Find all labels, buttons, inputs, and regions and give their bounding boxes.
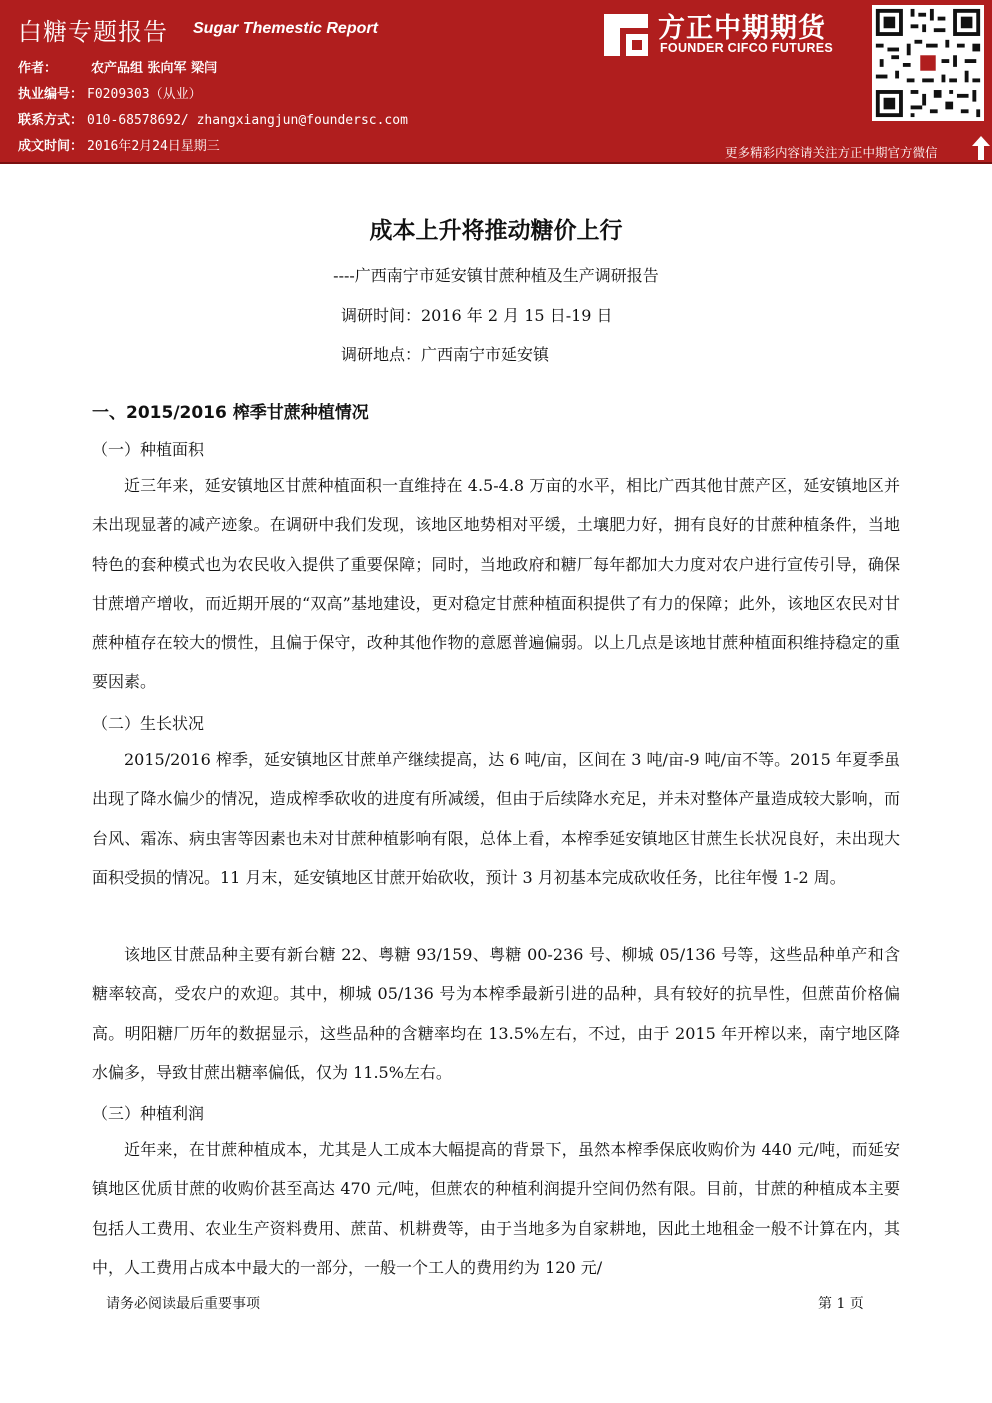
wechat-qr-code-icon[interactable] — [872, 5, 984, 121]
subheading-planting-profit: （三）种植利润 — [92, 1104, 205, 1123]
license-label: 执业编号： — [18, 87, 84, 102]
date-value: 2016年2月24日星期三 — [87, 139, 220, 154]
license-value: F0209303（从业） — [87, 87, 202, 102]
company-name-en: FOUNDER CIFCO FUTURES — [660, 41, 833, 55]
footer-disclaimer-notice: 请务必阅读最后重要事项 — [106, 1296, 260, 1312]
arrow-up-icon — [972, 136, 990, 160]
report-header — [0, 0, 992, 162]
survey-place: 调研地点：广西南宁市延安镇 — [341, 345, 550, 364]
paragraph-growth-status: 2015/2016 榨季，延安镇地区甘蔗单产继续提高，达 6 吨/亩，区间在 3 吨/亩-9 吨/亩不等。2015 年夏季虽出现了降水偏少的情况，造成榨季砍收的进度有所减缓，但由于后续降水充足，并未对整体产量造成较大影响，而台风、霜冻、病虫害等因素也未对甘蔗种植影响有限，总体上看，本榨季延安镇地区甘蔗生长状况良好，未出现大面积受损的情况。11 月末，延安镇地区甘蔗开始砍收，预计 3 月初基本完成砍收任务，比往年慢 1-2 周。 — [92, 750, 900, 887]
paragraph-planting-area: 近三年来，延安镇地区甘蔗种植面积一直维持在 4.5-4.8 万亩的水平，相比广西其他甘蔗产区，延安镇地区并未出现显著的减产迹象。在调研中我们发现，该地区地势相对平缓，土壤肥力好，拥有良好的甘蔗种植条件，当地特色的套种模式也为农民收入提供了重要保障；同时，当地政府和糖厂每年都加大力度对农户进行宣传引导，确保甘蔗增产增收，而近期开展的“双高”基地建设，更对稳定甘蔗种植面积提供了有力的保障；此外，该地区农民对甘蔗种植存在较大的惯性，且偏于保守，改种其他作物的意愿普遍偏弱。以上几点是该地甘蔗种植面积维持稳定的重要因素。 — [92, 476, 900, 692]
section-heading-planting: 一、2015/2016 榨季甘蔗种植情况 — [92, 403, 369, 423]
report-type-title: 白糖专题报告 — [18, 18, 168, 46]
document-title: 成本上升将推动糖价上行 — [369, 218, 623, 244]
follow-wechat-text: 更多精彩内容请关注方正中期官方微信 — [725, 145, 938, 160]
author-value: 农产品组 张向军 梁闫 — [91, 61, 218, 76]
author-label: 作者： — [18, 61, 58, 76]
contact-label: 联系方式： — [18, 113, 84, 128]
paragraph-planting-profit: 近年来，在甘蔗种植成本，尤其是人工成本大幅提高的背景下，虽然本榨季保底收购价为 440 元/吨，而延安镇地区优质甘蔗的收购价甚至高达 470 元/吨，但蔗农的种植利润提升空间仍然有限。目前，甘蔗的种植成本主要包括人工费用、农业生产资料费用、蔗苗、机耕费等，由于当地多为自家耕地，因此土地租金一般不计算在内，其中，人工费用占成本中最大的一部分，一般一个工人的费用约为 120 元/ — [92, 1140, 900, 1277]
subheading-planting-area: （一）种植面积 — [92, 440, 205, 459]
survey-time: 调研时间：2016 年 2 月 15 日-19 日 — [341, 306, 613, 325]
date-row — [18, 135, 220, 154]
date-label: 成文时间： — [18, 139, 84, 154]
report-type-subtitle: Sugar Themestic Report — [193, 20, 378, 37]
subheading-growth-status: （二）生长状况 — [92, 714, 205, 733]
license-row — [18, 83, 202, 102]
company-name-cn: 方正中期期货 — [658, 13, 826, 44]
header-divider — [0, 162, 992, 164]
author-row — [18, 57, 217, 76]
contact-value: 010-68578692/ zhangxiangjun@foundersc.com — [87, 113, 408, 128]
page-number: 第 1 页 — [818, 1296, 864, 1312]
document-subtitle: ----广西南宁市延安镇甘蔗种植及生产调研报告 — [333, 266, 659, 285]
contact-row — [18, 109, 408, 128]
founder-logo-icon — [604, 14, 648, 56]
paragraph-varieties: 该地区甘蔗品种主要有新台糖 22、粤糖 93/159、粤糖 00-236 号、柳城 05/136 号等，这些品种单产和含糖率较高，受农户的欢迎。其中，柳城 05/136 号为本榨季最新引进的品种，具有较好的抗旱性，但蔗苗价格偏高。明阳糖厂历年的数据显示，这些品种的含糖率均在 13.5%左右，不过，由于 2015 年开榨以来，南宁地区降水偏多，导致甘蔗出糖率偏低，仅为 11.5%左右。 — [92, 945, 900, 1082]
